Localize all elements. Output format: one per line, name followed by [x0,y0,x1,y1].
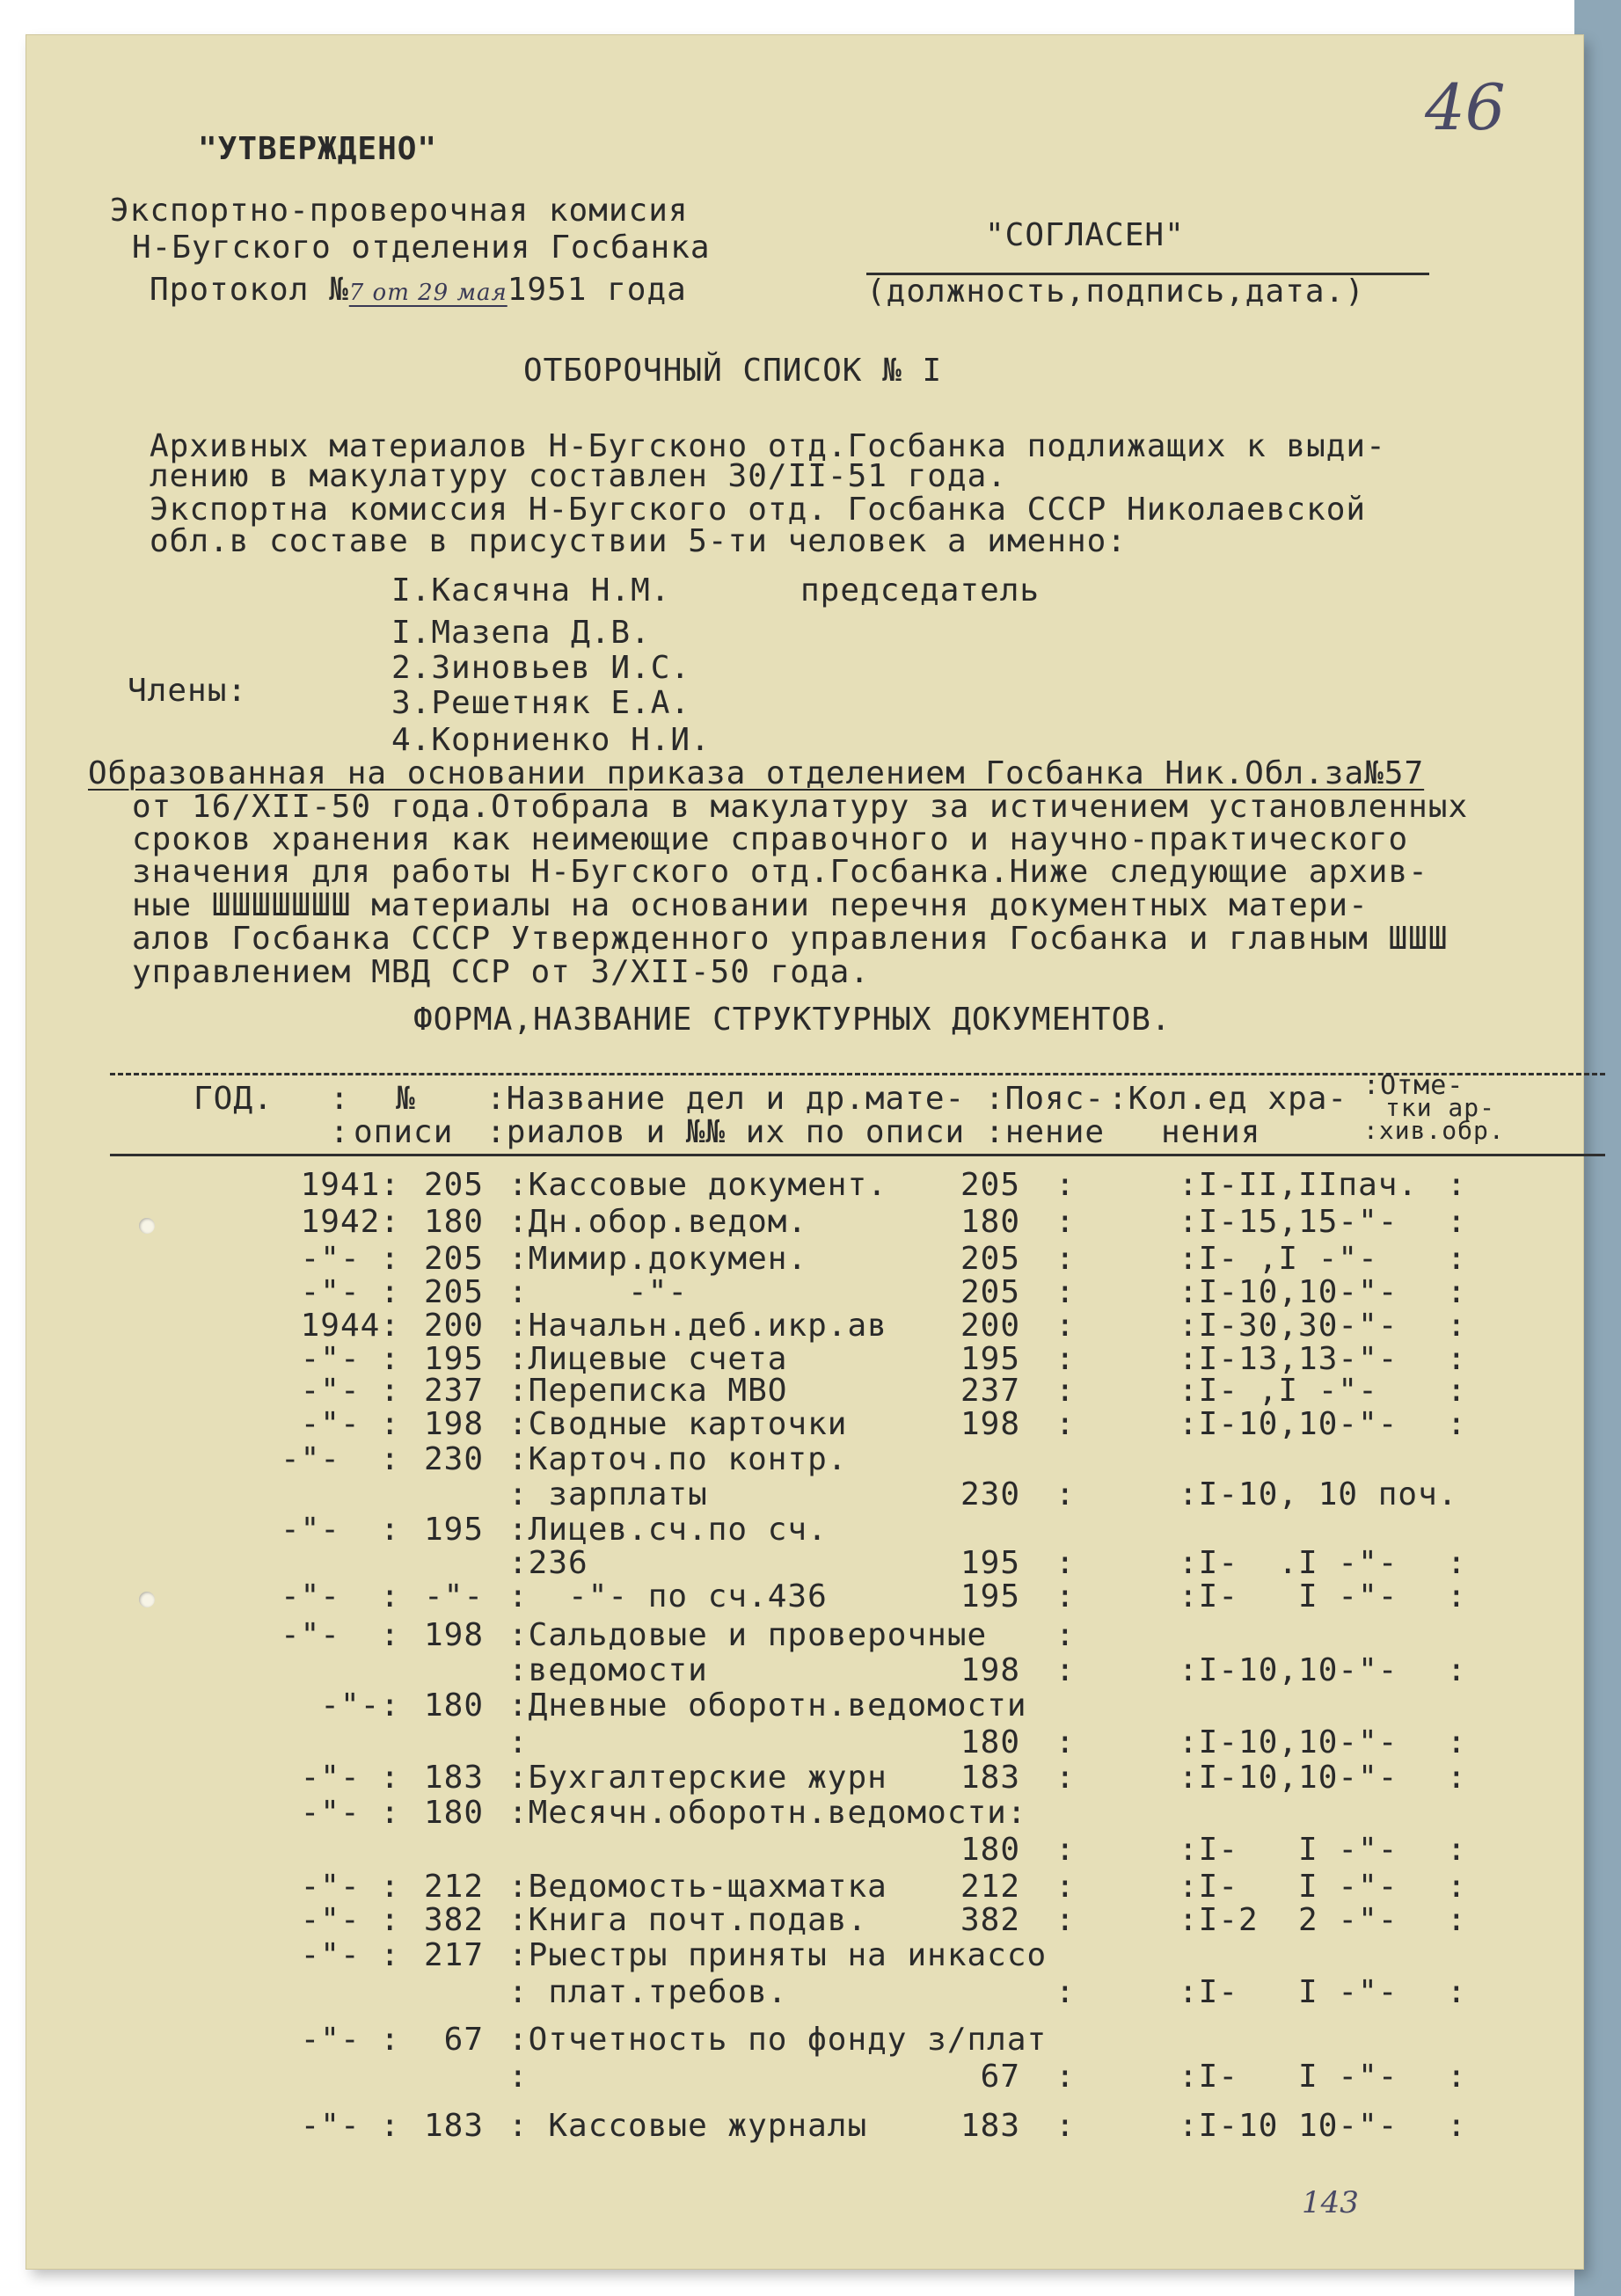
cell-inventory: 183 [423,2108,484,2144]
header-inv-2: описи [354,1114,454,1150]
table-row [26,2059,1583,2095]
cell-marks: : [1447,1204,1467,1240]
cell-marks: : [1447,2059,1467,2095]
cell-year: -"- : [300,1406,400,1442]
protocol-handwritten: 7 от 29 мая [348,280,507,306]
cell-title: : плат.требов. [508,1974,788,2010]
cell-count: 212 [960,1869,1020,1905]
cell-inventory: 230 [423,1441,484,1477]
cell-inventory: -"- [423,1578,484,1614]
table-row [26,1205,1583,1240]
cell-year: -"- : [280,1512,400,1548]
cell-notes: : [1055,1545,1076,1581]
cell-notes: : [1055,1274,1076,1310]
cell-notes: : [1055,1724,1076,1760]
header-marks-1: :Отме- [1363,1070,1464,1101]
cell-marks: : [1447,1373,1467,1409]
cell-units: :I-10,10-"- [1179,1760,1398,1796]
cell-marks: : [1447,1545,1467,1581]
cell-units: :I-10 10-"- [1179,2108,1398,2144]
cell-units: :I- .I -"- [1179,1545,1398,1581]
table-row [26,1242,1583,1277]
table-row [26,1477,1583,1512]
cell-title: : -"- [508,1274,689,1310]
body-line-2: от 16/XII-50 года.Отобрала в макулатуру за истичением установленных [132,789,1469,825]
cell-count: 195 [960,1578,1020,1614]
body-line-7: управлением МВД ССР от 3/XII-50 года. [132,954,870,990]
cell-year: 1942: [300,1204,400,1240]
cell-inventory: 195 [423,1341,484,1377]
cell-year: -"- : [300,1274,400,1310]
cell-year: -"- : [280,1617,400,1653]
cell-marks: : [1447,1832,1467,1868]
cell-title: : Кассовые журналы [508,2108,868,2144]
table-row [26,1833,1583,1868]
cell-title: :Бухгалтерские журн [508,1760,887,1796]
cell-marks: : [1447,1974,1467,2010]
approved-line2: Н-Бугского отделения Госбанка [132,230,711,266]
body-line-3: сроков хранения как неимеющие справочного и научно-практического [132,821,1409,857]
cell-count: 180 [960,1204,1020,1240]
cell-count: 237 [960,1373,1020,1409]
cell-year: -"- : [300,2108,400,2144]
cell-marks: : [1447,1724,1467,1760]
cell-inventory: 212 [423,1869,484,1905]
table-row [26,1374,1583,1409]
cell-units: :I-15,15-"- [1179,1204,1398,1240]
header-colon: : [330,1081,350,1117]
cell-count: 205 [960,1167,1020,1203]
cell-units: :I-10,10-"- [1179,1652,1398,1688]
header-units-2: нения [1161,1114,1261,1150]
cell-units: :I-2 2 -"- [1179,1902,1398,1938]
intro-line-3: Экспортна комиссия Н-Бугского отд. Госбанка СССР Николаевской [150,492,1367,528]
cell-inventory: 205 [423,1274,484,1310]
cell-title: :Сводные карточки [508,1406,848,1442]
header-year: ГОД. [193,1081,274,1117]
cell-count: 195 [960,1341,1020,1377]
cell-title: : -"- по сч.436 [508,1578,828,1614]
cell-year: -"- : [280,1441,400,1477]
cell-units: :I- I -"- [1179,1869,1398,1905]
table-row [26,2109,1583,2144]
cell-year: -"- : [300,1869,400,1905]
cell-title: : [508,1724,529,1760]
cell-inventory: 183 [423,1760,484,1796]
table-row [26,1796,1583,1831]
punch-hole [139,1592,155,1607]
header-inv-1: № [396,1081,416,1117]
section-heading: ФОРМА,НАЗВАНИЕ СТРУКТУРНЫХ ДОКУМЕНТОВ. [413,1002,1172,1038]
cell-units: :I- I -"- [1179,1578,1398,1614]
table-row [26,1903,1583,1938]
cell-title: :Карточ.по контр. [508,1441,848,1477]
cell-count: 183 [960,2108,1020,2144]
table-row [26,1407,1583,1442]
protocol-line [150,273,687,310]
table-row [26,1275,1583,1310]
cell-units: :I-II,IIпач. [1179,1167,1419,1203]
cell-inventory: 200 [423,1308,484,1344]
punch-hole [139,1218,155,1234]
cell-title: :Начальн.деб.икр.ав [508,1308,887,1344]
cell-count: 67 [980,2059,1020,2095]
agreed-rule [866,273,1429,275]
cell-notes: : [1055,1241,1076,1277]
body-line-4: значения для работы Н-Бугского отд.Госбанка.Ниже следующие архив- [132,854,1428,890]
header-marks-2: тки ар- [1385,1093,1496,1122]
cell-count: 230 [960,1476,1020,1512]
member-3: 3.Решетняк Е.А. [391,685,691,721]
cell-inventory: 198 [423,1617,484,1653]
cell-marks: : [1447,1902,1467,1938]
cell-title: :Рыестры приняты на инкассо [508,1937,1048,1973]
cell-title: :Месячн.оборотн.ведомости: [508,1795,1027,1831]
cell-year: -"- : [300,2022,400,2058]
cell-title: :ведомости [508,1652,708,1688]
footer-handwritten: 143 [1302,2185,1359,2220]
agreed-line: (должность,подпись,дата.) [866,273,1365,310]
cell-notes: : [1055,1760,1076,1796]
table-row [26,1442,1583,1477]
body-line-6: алов Госбанка СССР Утвержденного управления Госбанка и главным ШШШ [132,921,1449,957]
cell-units: :I- I -"- [1179,1974,1398,2010]
cell-notes: : [1055,1832,1076,1868]
body-line-5: ные ШШШШШШШ материалы на основании перечня документных матери- [132,887,1369,923]
agreed-label: "СОГЛАСЕН" [985,217,1185,253]
cell-year: 1941: [300,1167,400,1203]
cell-inventory: 237 [423,1373,484,1409]
cell-units: :I- I -"- [1179,2059,1398,2095]
header-colon: : [330,1114,350,1150]
intro-line-1: Архивных материалов Н-Бугсконо отд.Госбанка подлижащих к выди- [150,428,1386,464]
cell-title: :Кассовые документ. [508,1167,887,1203]
cell-year: -"- : [300,1373,400,1409]
cell-units: :I-10,10-"- [1179,1406,1398,1442]
cell-title: : зарплаты [508,1476,708,1512]
table-row [26,2023,1583,2058]
table-row [26,1618,1583,1653]
cell-units: :I-10,10-"- [1179,1724,1398,1760]
cell-count: 200 [960,1308,1020,1344]
cell-title: :Лицевые счета [508,1341,788,1377]
cell-count: 195 [960,1545,1020,1581]
header-units-1: :Кол.ед хра- [1108,1081,1348,1117]
cell-notes: : [1055,1974,1076,2010]
table-row [26,1168,1583,1203]
cell-title: :Лицев.сч.по сч. [508,1512,828,1548]
cell-title: :Мимир.докумен. [508,1241,808,1277]
table-row [26,1760,1583,1796]
cell-year: -"- : [300,1241,400,1277]
table-row [26,1870,1583,1905]
cell-year: -"- : [280,1578,400,1614]
table-row [26,1725,1583,1760]
cell-count: 198 [960,1406,1020,1442]
document-sheet [26,35,1583,2269]
table-row [26,1512,1583,1548]
cell-inventory: 180 [423,1687,484,1724]
cell-notes: : [1055,1476,1076,1512]
cell-marks: : [1447,1308,1467,1344]
cell-marks: : [1447,1167,1467,1203]
cell-notes: : [1055,1308,1076,1344]
cell-notes: : [1055,2059,1076,2095]
cell-notes: : [1055,1167,1076,1203]
cell-marks: : [1447,1760,1467,1796]
cell-inventory: 195 [423,1512,484,1548]
cell-inventory: 205 [423,1167,484,1203]
header-title-1: :Название дел и др.мате- [486,1081,966,1117]
cell-notes: : [1055,1406,1076,1442]
cell-marks: : [1447,1406,1467,1442]
cell-marks: : [1447,1578,1467,1614]
table-row [26,1579,1583,1614]
cell-title: :Сальдовые и проверочные [508,1617,988,1653]
header-marks-3: :хив.обр. [1363,1116,1505,1145]
member-2: 2.Зиновьев И.С. [391,650,691,686]
table-row [26,1342,1583,1377]
cell-title: :Дн.обор.ведом. [508,1204,808,1240]
table-row [26,1975,1583,2010]
cell-units: :I- ,I -"- [1179,1373,1378,1409]
table-row [26,1653,1583,1688]
cell-marks: : [1447,1274,1467,1310]
cell-marks: : [1447,2108,1467,2144]
cell-notes: : [1055,2108,1076,2144]
cell-notes: : [1055,1902,1076,1938]
cell-notes: : [1055,1204,1076,1240]
member-1: I.Мазепа Д.В. [391,615,651,651]
cell-units: :I-13,13-"- [1179,1341,1398,1377]
cell-year: -"- : [300,1902,400,1938]
member-4: 4.Корниенко Н.И. [391,722,711,758]
cell-notes: : [1055,1652,1076,1688]
cell-year: -"- : [300,1760,400,1796]
cell-count: 180 [960,1832,1020,1868]
body-line-1: Образованная на основании приказа отделением Госбанка Ник.Обл.за№57 [88,755,1425,791]
table-header-rule [110,1154,1605,1156]
cell-count: 180 [960,1724,1020,1760]
header-notes-1: :Пояс- [985,1081,1106,1117]
cell-inventory: 180 [423,1204,484,1240]
cell-title: : [508,2059,529,2095]
cell-year: -"- : [300,1795,400,1831]
table-row [26,1938,1583,1973]
approved-label: "УТВЕРЖДЕНО" [198,131,438,167]
cell-count: 198 [960,1652,1020,1688]
intro-line-2: лению в макулатуру составлен 30/II-51 года. [150,458,1007,494]
header-notes-2: :нение [985,1114,1106,1150]
chairman-role: председатель [800,572,1041,609]
cell-marks: : [1447,1341,1467,1377]
cell-marks: : [1447,1652,1467,1688]
cell-year: 1944: [300,1308,400,1344]
cell-title: :Переписка МВО [508,1373,788,1409]
cell-inventory: 198 [423,1406,484,1442]
cell-inventory: 217 [423,1937,484,1973]
protocol-suffix: 1951 года [507,272,687,308]
cell-title: :Книга почт.подав. [508,1902,868,1938]
cell-inventory: 180 [423,1795,484,1831]
cell-count: 183 [960,1760,1020,1796]
cell-units: :I- ,I -"- [1179,1241,1378,1277]
approved-line1: Экспортно-проверочная комисия [110,193,689,229]
cell-marks: : [1447,1241,1467,1277]
cell-notes: : [1055,1869,1076,1905]
cell-count: 205 [960,1241,1020,1277]
cell-inventory: 205 [423,1241,484,1277]
members-label: Члены: [128,673,248,709]
cell-year: -"- : [300,1341,400,1377]
cell-units: :I-30,30-"- [1179,1308,1398,1344]
cell-inventory: 382 [423,1902,484,1938]
intro-line-4: обл.в составе в присуствии 5-ти человек а именно: [150,523,1128,559]
cell-inventory: 67 [443,2022,484,2058]
cell-count: 382 [960,1902,1020,1938]
page-number: 46 [1425,70,1506,144]
protocol-prefix: Протокол № [150,272,349,308]
cell-title: :Ведомость-щахматка [508,1869,887,1905]
cell-count: 205 [960,1274,1020,1310]
cell-title: :236 [508,1545,588,1581]
cell-units: :I-10,10-"- [1179,1274,1398,1310]
cell-title: :Отчетность по фонду з/плат [508,2022,1048,2058]
chairman-name: I.Касячна Н.М. [391,572,671,609]
cell-notes: : [1055,1373,1076,1409]
cell-notes: : [1055,1578,1076,1614]
cell-year: -"- : [300,1937,400,1973]
cell-units: :I-10, 10 поч. [1179,1476,1458,1512]
cell-marks: : [1447,1869,1467,1905]
document-title: ОТБОРОЧНЫЙ СПИСОК № I [523,353,943,389]
header-title-2: :риалов и №№ их по описи [486,1114,966,1150]
table-row [26,1546,1583,1581]
cell-units: :I- I -"- [1179,1832,1398,1868]
table-row [26,1308,1583,1344]
cell-title: :Дневные оборотн.ведомости [508,1687,1027,1724]
table-row [26,1688,1583,1724]
cell-year: -"-: [320,1687,400,1724]
cell-notes: : [1055,1617,1076,1653]
cell-notes: : [1055,1341,1076,1377]
